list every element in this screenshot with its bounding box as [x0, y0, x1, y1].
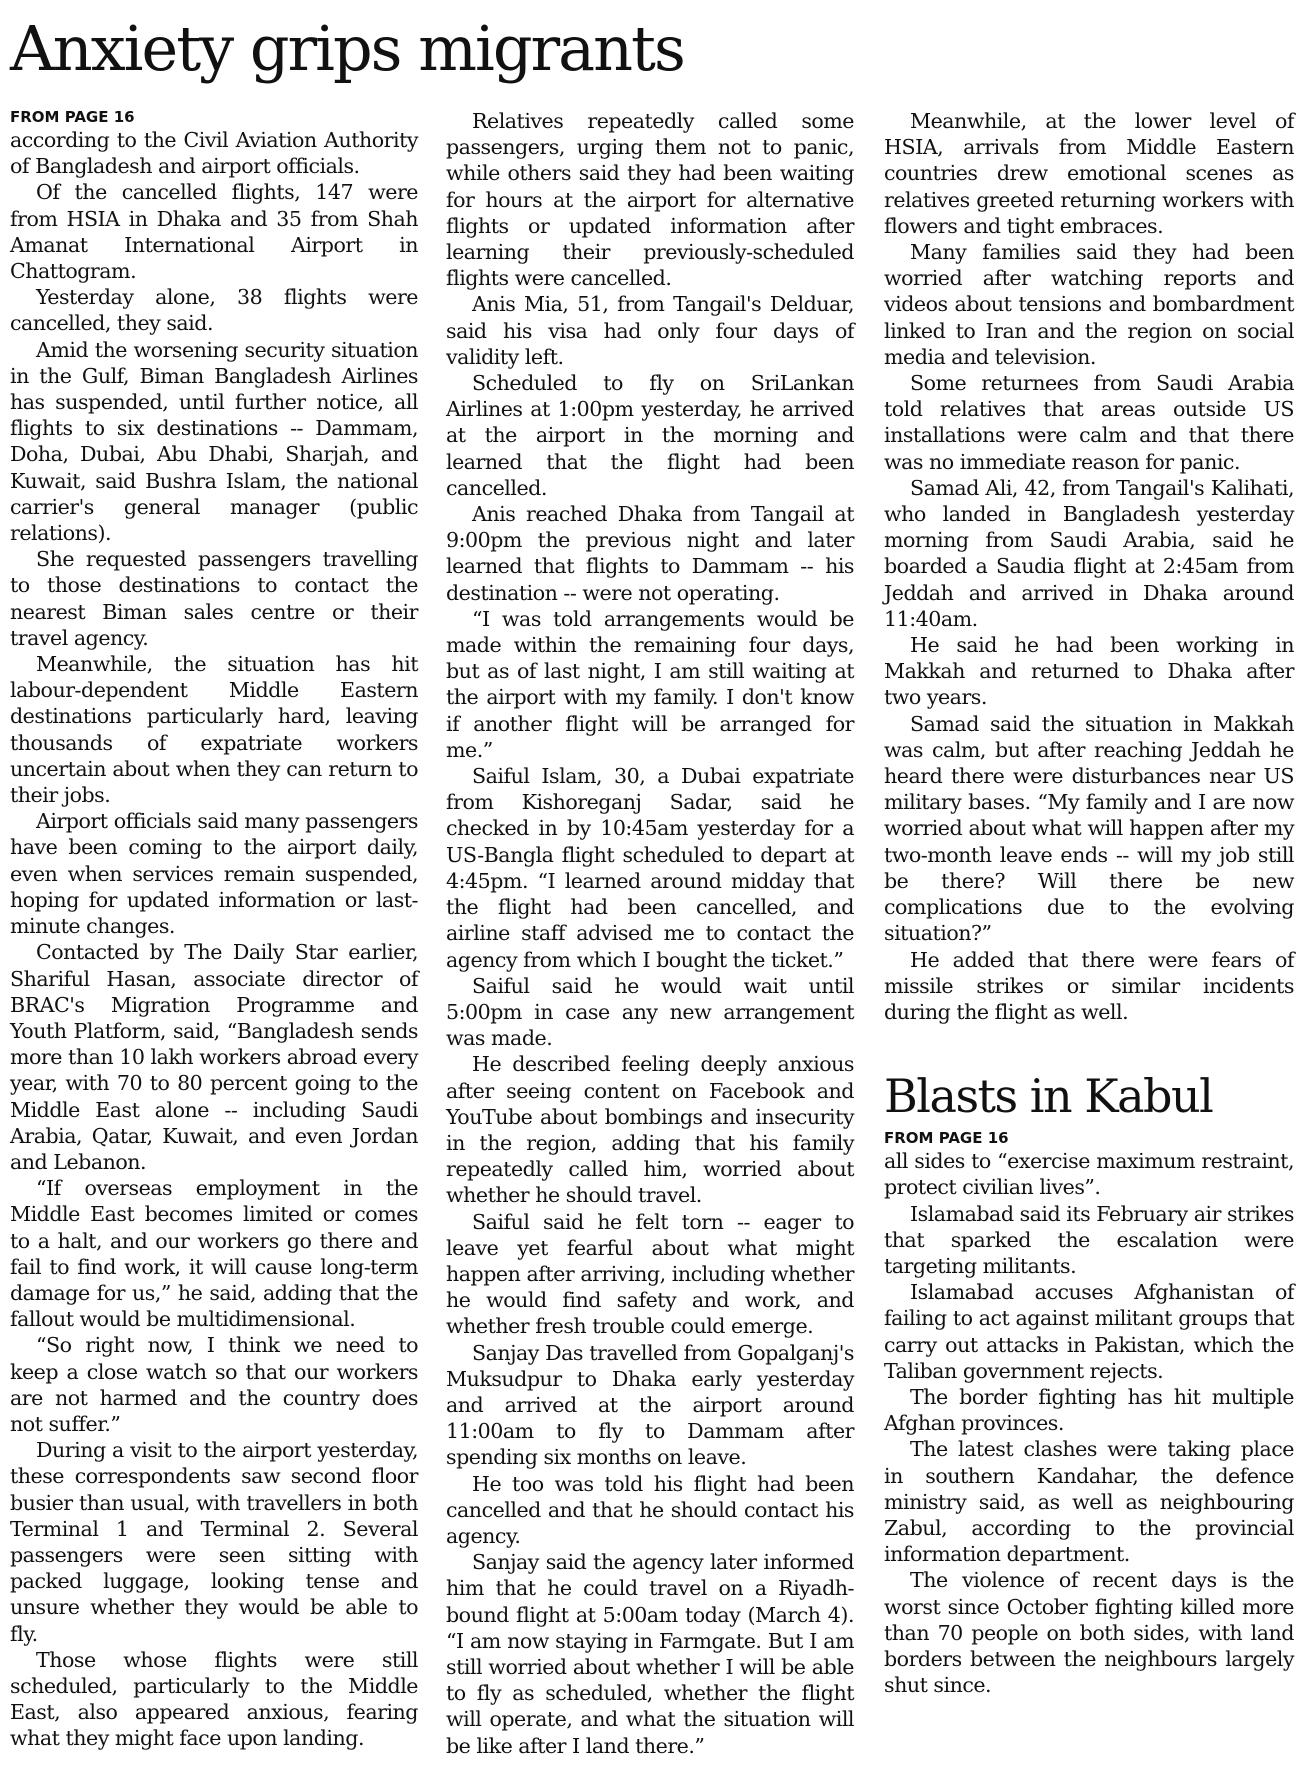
kabul-paragraph: The violence of recent days is the worst since October fighting killed more than 70 people on both sides, with land borders between the neighbours largely shut since. — [884, 1568, 1294, 1698]
paragraph: Scheduled to fly on SriLankan Airlines at 1:00pm yesterday, he arrived at the airport in the morning and learned that the flight had been cancelled. — [446, 371, 854, 500]
paragraph: She requested passengers travelling to those destinations to contact the nearest Biman sales centre or their travel agency. — [10, 547, 418, 650]
paragraph: Many families said they had been worried after watching reports and videos about tensions and bombardment linked to Iran and the region on social media and television. — [884, 240, 1294, 369]
jump-line: FROM PAGE 16 — [10, 108, 135, 126]
paragraph: He too was told his flight had been cancelled and that he should contact his agency. — [446, 1471, 854, 1548]
paragraph: Meanwhile, the situation has hit labour-dependent Middle Eastern destinations particularly hard, leaving thousands of expatriate workers uncertain about when they can return to their jobs. — [10, 652, 418, 808]
paragraph: Sanjay Das travelled from Gopalganj's Muksudpur to Dhaka early yesterday and arrived at the airport around 11:00am to fly to Dammam after spending six months on leave. — [446, 1340, 854, 1470]
paragraph: Amid the worsening security situation in the Gulf, Biman Bangladesh Airlines has suspended, until further notice, all flights to six destinations -- Dammam, Doha, Dubai, Abu Dhabi, Sharjah, and Kuwait, said Bushra Islam, the national carrier's general manager (public relations). — [10, 337, 418, 546]
paragraph: “I was told arrangements would be made within the remaining four days, but as of last night, I am still waiting at the airport with my family. I don't know if another flight will be arranged for me.” — [446, 606, 854, 762]
article-headline: Anxiety grips migrants — [10, 12, 684, 85]
paragraph: “So right now, I think we need to keep a close watch so that our workers are not harmed and the country does not suffer.” — [10, 1333, 418, 1436]
column-1 — [10, 108, 418, 1752]
paragraph: He said he had been working in Makkah and returned to Dhaka after two years. — [884, 633, 1294, 710]
paragraph: Anis Mia, 51, from Tangail's Delduar, said his visa had only four days of validity left. — [446, 292, 854, 369]
paragraph: Of the cancelled flights, 147 were from HSIA in Dhaka and 35 from Shah Amanat International Airport in Chattogram. — [10, 180, 418, 284]
column-2 — [446, 108, 854, 1759]
kabul-paragraph: all sides to “exercise maximum restraint, protect civilian lives”. — [884, 1149, 1294, 1200]
paragraph: Samad Ali, 42, from Tangail's Kalihati, who landed in Bangladesh yesterday morning from Saudi Arabia, said he boarded a Saudia flight at 2:45am from Jeddah and arrived in Dhaka around 11:40am. — [884, 475, 1294, 631]
paragraph: Those whose flights were still scheduled, particularly to the Middle East, also appeared anxious, fearing what they might face upon landing. — [10, 1647, 418, 1751]
paragraph: During a visit to the airport yesterday, these correspondents saw second floor busier than usual, with travellers in both Terminal 1 and Terminal 2. Several passengers were seen sitting with packed luggage, looking tense and unsure whether they would be able to fly. — [10, 1438, 418, 1646]
paragraph: according to the Civil Aviation Authority of Bangladesh and airport officials. — [10, 128, 418, 179]
paragraph: Anis reached Dhaka from Tangail at 9:00pm the previous night and later learned that flights to Dammam -- his destination -- were not operating. — [446, 502, 854, 605]
kabul-paragraph: The latest clashes were taking place in southern Kandahar, the defence ministry said, as well as neighbouring Zabul, according to the provincial information department. — [884, 1437, 1294, 1567]
paragraph: “If overseas employment in the Middle East becomes limited or comes to a halt, and our workers go there and fail to find work, it will cause long-term damage for us,” he said, adding that the fallout would be multidimensional. — [10, 1176, 418, 1332]
paragraph: Airport officials said many passengers have been coming to the airport daily, even when services remain suspended, hoping for updated information or last-minute changes. — [10, 809, 418, 939]
kabul-paragraph: Islamabad said its February air strikes that sparked the escalation were targeting militants. — [884, 1201, 1294, 1278]
paragraph: Samad said the situation in Makkah was calm, but after reaching Jeddah he heard there were disturbances near US military bases. “My family and I are now worried about what will happen after my two-month leave ends -- will my job still be there? Will there be new complications due to the evolving situation?” — [884, 711, 1294, 946]
kabul-jump-line: FROM PAGE 16 — [884, 1129, 1009, 1148]
paragraph: Meanwhile, at the lower level of HSIA, arrivals from Middle Eastern countries drew emotional scenes as relatives greeted returning workers with flowers and tight embraces. — [884, 109, 1294, 238]
paragraph: Saiful said he felt torn -- eager to leave yet fearful about what might happen after arriving, including whether he would find safety and work, and whether fresh trouble could emerge. — [446, 1209, 854, 1339]
paragraph: Contacted by The Daily Star earlier, Shariful Hasan, associate director of BRAC's Migration Programme and Youth Platform, said, “Bangladesh sends more than 10 lakh workers abroad every year, with 70 to 80 percent going to the Middle East alone -- including Saudi Arabia, Qatar, Kuwait, and even Jordan and Lebanon. — [10, 940, 418, 1174]
paragraph: Saiful Islam, 30, a Dubai expatriate from Kishoreganj Sadar, said he checked in by 10:45am yesterday for a US-Bangla flight scheduled to depart at 4:45pm. “I learned around midday that the flight had been cancelled, and airline staff advised me to contact the agency from which I bought the ticket.” — [446, 764, 854, 972]
kabul-headline: Blasts in Kabul — [884, 1069, 1213, 1124]
column-3 — [884, 108, 1294, 1698]
paragraph: He described feeling deeply anxious after seeing content on Facebook and YouTube about bombings and insecurity in the region, adding that his family repeatedly called him, worried about whether he should travel. — [446, 1052, 854, 1208]
paragraph: He added that there were fears of missile strikes or similar incidents during the flight as well. — [884, 947, 1294, 1024]
kabul-paragraph: The border fighting has hit multiple Afghan provinces. — [884, 1384, 1294, 1436]
paragraph: Saiful said he would wait until 5:00pm in case any new arrangement was made. — [446, 973, 854, 1051]
kabul-paragraph: Islamabad accuses Afghanistan of failing to act against militant groups that carry out attacks in Pakistan, which the Taliban government rejects. — [884, 1280, 1294, 1383]
paragraph: Some returnees from Saudi Arabia told relatives that areas outside US installations were calm and that there was no immediate reason for panic. — [884, 371, 1294, 474]
paragraph: Sanjay said the agency later informed him that he could travel on a Riyadh-bound flight at 5:00am today (March 4). “I am now staying in Farmgate. But I am still worried about whether I will be able to fly as scheduled, whether the flight will operate, and what the situation will be like after I land there.” — [446, 1550, 854, 1758]
paragraph: Yesterday alone, 38 flights were cancelled, they said. — [10, 285, 418, 336]
paragraph: Relatives repeatedly called some passengers, urging them not to panic, while others said they had been waiting for hours at the airport for alternative flights or updated information after learning their previously-scheduled flights were cancelled. — [446, 109, 854, 291]
